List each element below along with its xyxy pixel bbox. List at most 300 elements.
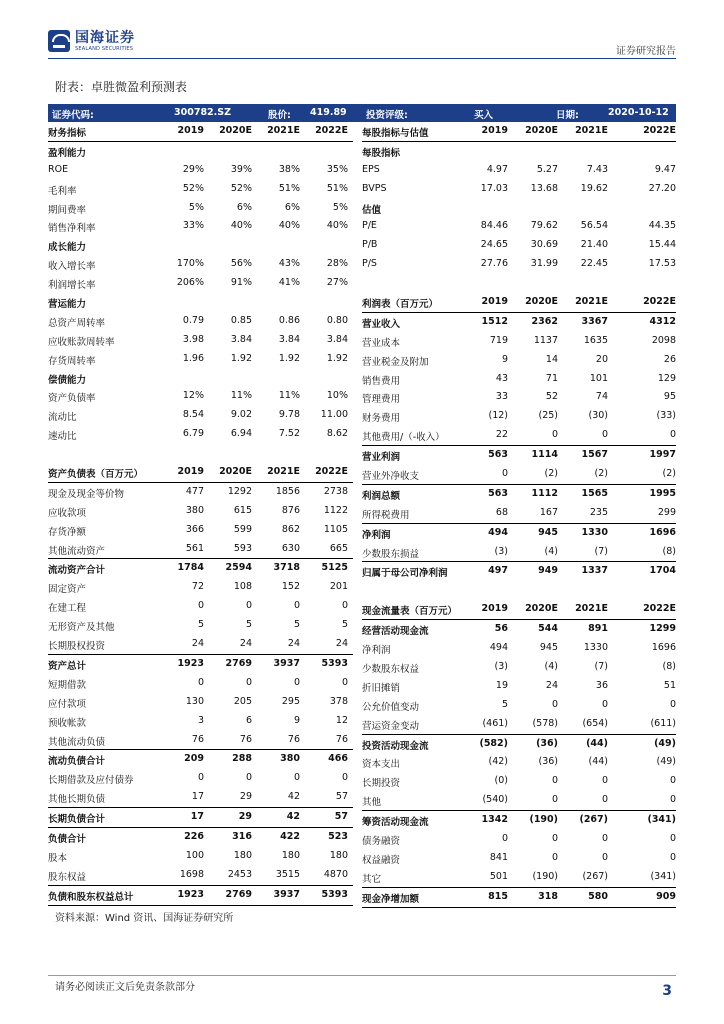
row-label: 盈利能力 <box>48 147 87 159</box>
row-label: 资产负债表（百万元） <box>48 469 144 481</box>
cell-value: 2020E <box>525 603 558 615</box>
row-label: 长期股权投资 <box>48 641 106 653</box>
cell-value: (190) <box>529 814 558 826</box>
row-label: 收入增长率 <box>48 261 96 273</box>
cell-value: 76 <box>191 733 204 745</box>
row-label: 营业利润 <box>362 452 401 464</box>
cell-value: 1856 <box>275 485 300 497</box>
row-label: P/S <box>362 258 377 270</box>
cell-value: 201 <box>329 581 348 593</box>
cell-value: 1512 <box>481 315 508 327</box>
cell-value: 380 <box>280 753 300 765</box>
cell-value: 563 <box>488 487 508 499</box>
table-row <box>362 868 676 887</box>
table-row <box>48 293 353 312</box>
table-row <box>362 677 676 696</box>
cell-value: 27.76 <box>480 258 508 270</box>
row-label: 资产总计 <box>48 660 87 672</box>
cell-value: 1567 <box>581 449 608 461</box>
table-row <box>362 620 676 639</box>
header-divider <box>48 58 676 59</box>
cell-value: 523 <box>328 830 348 842</box>
cell-value: 42 <box>287 791 300 803</box>
table-caption: 附表：卓胜微盈利预测表 <box>55 80 188 94</box>
cell-value: 1923 <box>177 657 204 669</box>
table-row <box>362 504 676 523</box>
cell-value: 11% <box>230 390 252 402</box>
cell-value: 84.46 <box>480 220 508 232</box>
cell-value: 2022E <box>643 603 676 615</box>
table-row <box>48 540 353 559</box>
cell-value: (30) <box>588 410 608 422</box>
cell-value: (8) <box>662 545 676 557</box>
cell-value: 318 <box>538 890 558 902</box>
cell-value: 28% <box>326 258 348 270</box>
logo-chinese-name: 国海证券 <box>75 29 135 46</box>
cell-value: (42) <box>488 756 508 768</box>
cell-value: (7) <box>594 545 608 557</box>
cell-value: 1997 <box>649 449 676 461</box>
table-row <box>362 122 676 142</box>
row-label: 无形资产及其他 <box>48 622 115 634</box>
cell-value: 0 <box>293 772 300 784</box>
table-row <box>362 581 676 600</box>
row-label: 其他流动负债 <box>48 736 106 748</box>
cell-value: 1696 <box>651 642 676 654</box>
cell-value: 14 <box>545 353 558 365</box>
row-label: 每股指标与估值 <box>362 128 429 139</box>
cell-value: 5% <box>188 201 204 213</box>
cell-value: 56% <box>230 258 252 270</box>
cell-value: 4870 <box>323 868 348 880</box>
cell-value: 0 <box>551 832 558 844</box>
table-row <box>362 830 676 849</box>
cell-value: 0 <box>669 698 676 710</box>
cell-value: 1330 <box>583 642 608 654</box>
cell-value: 180 <box>281 849 300 861</box>
table-row <box>48 312 353 331</box>
cell-value: 19 <box>495 679 508 691</box>
table-row <box>362 600 676 620</box>
table-row <box>362 274 676 293</box>
cell-value: 0 <box>669 832 676 844</box>
cell-value: 29 <box>239 791 252 803</box>
cell-value: 5.27 <box>536 163 558 175</box>
cell-value: 56 <box>494 623 508 635</box>
cell-value: 20 <box>595 353 608 365</box>
row-label: 股东权益 <box>48 871 87 883</box>
table-row <box>48 483 353 502</box>
cell-value: 2020E <box>525 296 558 308</box>
table-row <box>362 465 676 484</box>
cell-value: (3) <box>494 660 508 672</box>
cell-value: 43 <box>495 372 508 384</box>
cell-value: 1704 <box>649 565 676 577</box>
table-row <box>362 658 676 677</box>
cell-value: 477 <box>185 485 204 497</box>
cell-value: 17 <box>190 811 204 823</box>
table-row <box>48 578 353 597</box>
cell-value: 561 <box>185 542 204 554</box>
investment-rating: 买入 <box>474 110 494 121</box>
cell-value: 1784 <box>177 562 204 574</box>
cell-value: 101 <box>589 372 608 384</box>
cell-value: 0 <box>551 851 558 863</box>
cell-value: 5393 <box>321 657 348 669</box>
table-row <box>362 407 676 426</box>
cell-value: 0 <box>197 676 204 688</box>
cell-value: 1299 <box>649 623 676 635</box>
table-row <box>362 639 676 658</box>
table-row <box>48 654 353 674</box>
cell-value: 630 <box>281 542 300 554</box>
data-source-note: 资料来源：Wind 资讯、国海证券研究所 <box>55 913 234 924</box>
cell-value: 24 <box>191 638 204 650</box>
cell-value: 44.35 <box>648 220 676 232</box>
cell-value: 2453 <box>227 868 252 880</box>
cell-value: 891 <box>588 623 608 635</box>
cell-value: 0 <box>551 698 558 710</box>
cell-value: 13.68 <box>530 182 558 194</box>
cell-value: 0 <box>669 794 676 806</box>
cell-value: 38% <box>278 163 300 175</box>
cell-value: 9 <box>501 353 508 365</box>
cell-value: 15.44 <box>648 239 676 251</box>
row-label: 流动资产合计 <box>48 565 106 577</box>
cell-value: 31.99 <box>530 258 558 270</box>
cell-value: 10% <box>326 390 348 402</box>
cell-value: (267) <box>579 814 608 826</box>
cell-value: 226 <box>184 830 204 842</box>
cell-value: 665 <box>329 542 348 554</box>
cell-value: 0 <box>197 772 204 784</box>
cell-value: 2021E <box>575 125 608 136</box>
row-label: P/E <box>362 220 377 232</box>
cell-value: 2021E <box>267 466 300 478</box>
cell-value: 0 <box>601 832 608 844</box>
cell-value: 76 <box>239 733 252 745</box>
row-label: 负债和股东权益总计 <box>48 891 134 903</box>
table-row <box>48 444 353 463</box>
cell-value: 11% <box>278 390 300 402</box>
cell-value: 1.92 <box>326 352 348 364</box>
table-row <box>48 425 353 444</box>
cell-value: 815 <box>488 890 508 902</box>
cell-value: 52% <box>230 182 252 194</box>
table-row <box>362 332 676 351</box>
row-label: 股本 <box>48 852 68 864</box>
cell-value: (267) <box>582 870 608 882</box>
cell-value: (44) <box>586 737 608 749</box>
table-row <box>362 772 676 791</box>
row-label: 净利润 <box>362 645 391 657</box>
row-label: 短期借款 <box>48 679 87 691</box>
cell-value: 22.45 <box>580 258 608 270</box>
cell-value: (461) <box>482 717 508 729</box>
cell-value: 76 <box>335 733 348 745</box>
cell-value: 0 <box>197 600 204 612</box>
cell-value: 2021E <box>575 603 608 615</box>
table-row <box>362 199 676 218</box>
row-label: 应收账款周转率 <box>48 336 115 348</box>
cell-value: 544 <box>538 623 558 635</box>
cell-value: 945 <box>539 642 558 654</box>
cell-value: (3) <box>494 545 508 557</box>
cell-value: 945 <box>538 526 558 538</box>
table-row <box>48 236 353 255</box>
cell-value: (611) <box>650 717 676 729</box>
cell-value: 209 <box>184 753 204 765</box>
cell-value: 29% <box>182 163 204 175</box>
cell-value: 3515 <box>275 868 300 880</box>
cell-value: 17.53 <box>648 258 676 270</box>
table-row <box>362 388 676 407</box>
cell-value: 2020E <box>219 125 252 136</box>
cell-value: 6% <box>284 201 300 213</box>
table-row <box>48 693 353 712</box>
row-label: 预收帐款 <box>48 717 87 729</box>
cell-value: 17 <box>191 791 204 803</box>
cell-value: 2769 <box>225 888 252 900</box>
cell-value: 7.52 <box>278 428 300 440</box>
cell-value: 0 <box>669 851 676 863</box>
cell-value: 40% <box>326 220 348 232</box>
stock-code-label: 证券代码: <box>52 110 94 121</box>
row-label: 现金净增加额 <box>362 893 420 905</box>
row-label: 利润总额 <box>362 490 401 502</box>
cell-value: 152 <box>281 581 300 593</box>
cell-value: 1995 <box>649 487 676 499</box>
table-row <box>48 635 353 654</box>
cell-value: 5 <box>245 619 252 631</box>
cell-value: (4) <box>544 660 558 672</box>
cell-value: 2022E <box>643 125 676 136</box>
sealand-logo-icon <box>48 30 70 52</box>
table-row <box>48 731 353 750</box>
table-row <box>362 810 676 830</box>
row-label: 财务指标 <box>48 128 87 139</box>
cell-value: 72 <box>191 581 204 593</box>
cell-value: 95 <box>663 391 676 403</box>
cell-value: 316 <box>232 830 252 842</box>
cell-value: 1105 <box>323 523 348 535</box>
cell-value: 0 <box>293 600 300 612</box>
table-row <box>362 887 676 908</box>
stock-price: 419.89 <box>310 107 347 118</box>
table-row <box>48 161 353 180</box>
cell-value: 876 <box>281 504 300 516</box>
cell-value: 719 <box>489 334 508 346</box>
table-row <box>362 161 676 180</box>
table-row <box>48 866 353 885</box>
table-row <box>48 142 353 161</box>
table-row <box>362 217 676 236</box>
logo-english-name: SEALAND SECURITIES <box>75 45 134 52</box>
cell-value: 24.65 <box>480 239 508 251</box>
table-row <box>48 350 353 369</box>
cell-value: 2738 <box>323 485 348 497</box>
cell-value: 76 <box>287 733 300 745</box>
cell-value: 56.54 <box>580 220 608 232</box>
row-label: BVPS <box>362 182 387 194</box>
cell-value: 1122 <box>323 504 348 516</box>
cell-value: (190) <box>532 870 558 882</box>
cell-value: 26 <box>663 353 676 365</box>
cell-value: 2022E <box>643 296 676 308</box>
table-row <box>48 885 353 906</box>
row-label: 营业外净收支 <box>362 471 420 483</box>
cell-value: 12 <box>335 714 348 726</box>
table-row <box>362 734 676 754</box>
table-row <box>48 255 353 274</box>
cell-value: 0 <box>501 832 508 844</box>
cell-value: 2019 <box>177 125 204 136</box>
row-label: 偿债能力 <box>48 374 87 386</box>
rating-label: 投资评级: <box>366 110 408 121</box>
cell-value: 24 <box>239 638 252 650</box>
cell-value: 30.69 <box>530 239 558 251</box>
table-row <box>48 331 353 350</box>
cell-value: 0 <box>669 775 676 787</box>
cell-value: 593 <box>233 542 252 554</box>
cell-value: 0 <box>341 600 348 612</box>
cell-value: 180 <box>329 849 348 861</box>
cell-value: 0 <box>245 600 252 612</box>
cell-value: 24 <box>287 638 300 650</box>
table-row <box>362 255 676 274</box>
cell-value: 1.92 <box>278 352 300 364</box>
cell-value: 2020E <box>525 125 558 136</box>
cell-value: (2) <box>594 468 608 480</box>
row-label: 应付款项 <box>48 698 87 710</box>
row-label: 公允价值变动 <box>362 701 420 713</box>
row-label: 资产负债率 <box>48 393 96 405</box>
cell-value: (12) <box>488 410 508 422</box>
cell-value: 0 <box>669 429 676 441</box>
cell-value: 51 <box>663 679 676 691</box>
cell-value: 9 <box>293 714 300 726</box>
row-label: 其他 <box>362 797 382 809</box>
cell-value: 4312 <box>649 315 676 327</box>
cell-value: 8.54 <box>182 409 204 421</box>
cell-value: 580 <box>588 890 608 902</box>
cell-value: 180 <box>233 849 252 861</box>
table-row <box>48 217 353 236</box>
cell-value: (49) <box>654 737 676 749</box>
table-row <box>362 142 676 161</box>
cell-value: 40% <box>230 220 252 232</box>
price-label: 股价: <box>268 110 291 121</box>
cell-value: (4) <box>544 545 558 557</box>
cell-value: 501 <box>489 870 508 882</box>
cell-value: 494 <box>488 526 508 538</box>
cell-value: 5 <box>293 619 300 631</box>
cell-value: 74 <box>595 391 608 403</box>
cell-value: 5 <box>501 698 508 710</box>
table-row <box>48 788 353 807</box>
cell-value: 2362 <box>531 315 558 327</box>
row-label: 每股指标 <box>362 147 401 159</box>
row-label: 权益融资 <box>362 854 401 866</box>
cell-value: 91% <box>230 277 252 289</box>
cell-value: 0 <box>245 676 252 688</box>
row-label: 营运能力 <box>48 299 87 311</box>
cell-value: 380 <box>185 504 204 516</box>
cell-value: 1.92 <box>230 352 252 364</box>
row-label: 归属于母公司净利润 <box>362 568 448 580</box>
cell-value: 0 <box>601 794 608 806</box>
cell-value: 0.86 <box>278 314 300 326</box>
row-label: 管理费用 <box>362 394 401 406</box>
cell-value: 9.02 <box>230 409 252 421</box>
cell-value: 52% <box>182 182 204 194</box>
cell-value: 2098 <box>651 334 676 346</box>
cell-value: 0 <box>601 851 608 863</box>
cell-value: 7.43 <box>586 163 608 175</box>
table-row <box>48 199 353 218</box>
cell-value: 0.79 <box>182 314 204 326</box>
row-label: 长期投资 <box>362 778 401 790</box>
row-label: 流动负债合计 <box>48 756 106 768</box>
table-row <box>48 502 353 521</box>
table-row <box>48 387 353 406</box>
cell-value: 3937 <box>273 888 300 900</box>
cell-value: 5% <box>332 201 348 213</box>
cell-value: 0.85 <box>230 314 252 326</box>
row-label: 资本支出 <box>362 759 401 771</box>
cell-value: 1330 <box>581 526 608 538</box>
cell-value: 3.84 <box>230 333 252 345</box>
cell-value: 299 <box>657 506 676 518</box>
cell-value: 1114 <box>531 449 558 461</box>
row-label: 速动比 <box>48 431 77 443</box>
left-financial-table <box>48 122 353 906</box>
cell-value: 33% <box>182 220 204 232</box>
cell-value: 0.80 <box>326 314 348 326</box>
cell-value: 3937 <box>273 657 300 669</box>
row-label: 营业收入 <box>362 318 401 330</box>
row-label: 营业成本 <box>362 337 401 349</box>
cell-value: 71 <box>545 372 558 384</box>
cell-value: 949 <box>538 565 558 577</box>
cell-value: 8.62 <box>326 428 348 440</box>
cell-value: 1112 <box>531 487 558 499</box>
cell-value: 108 <box>233 581 252 593</box>
cell-value: 1342 <box>481 814 508 826</box>
table-row <box>362 236 676 255</box>
cell-value: 909 <box>656 890 676 902</box>
table-row <box>362 293 676 313</box>
table-row <box>48 180 353 199</box>
cell-value: 29 <box>238 811 252 823</box>
row-label: ROE <box>48 163 69 175</box>
cell-value: 378 <box>329 695 348 707</box>
table-row <box>48 847 353 866</box>
cell-value: (2) <box>544 468 558 480</box>
cell-value: 0 <box>293 676 300 688</box>
cell-value: 3367 <box>581 315 608 327</box>
cell-value: 40% <box>278 220 300 232</box>
cell-value: (582) <box>479 737 508 749</box>
cell-value: 2022E <box>315 466 348 478</box>
row-label: 负债合计 <box>48 833 87 845</box>
table-row <box>362 445 676 465</box>
cell-value: 5393 <box>321 888 348 900</box>
table-row <box>362 313 676 332</box>
date-label: 日期: <box>556 110 579 121</box>
row-label: 销售净利率 <box>48 223 96 235</box>
cell-value: 0 <box>551 775 558 787</box>
